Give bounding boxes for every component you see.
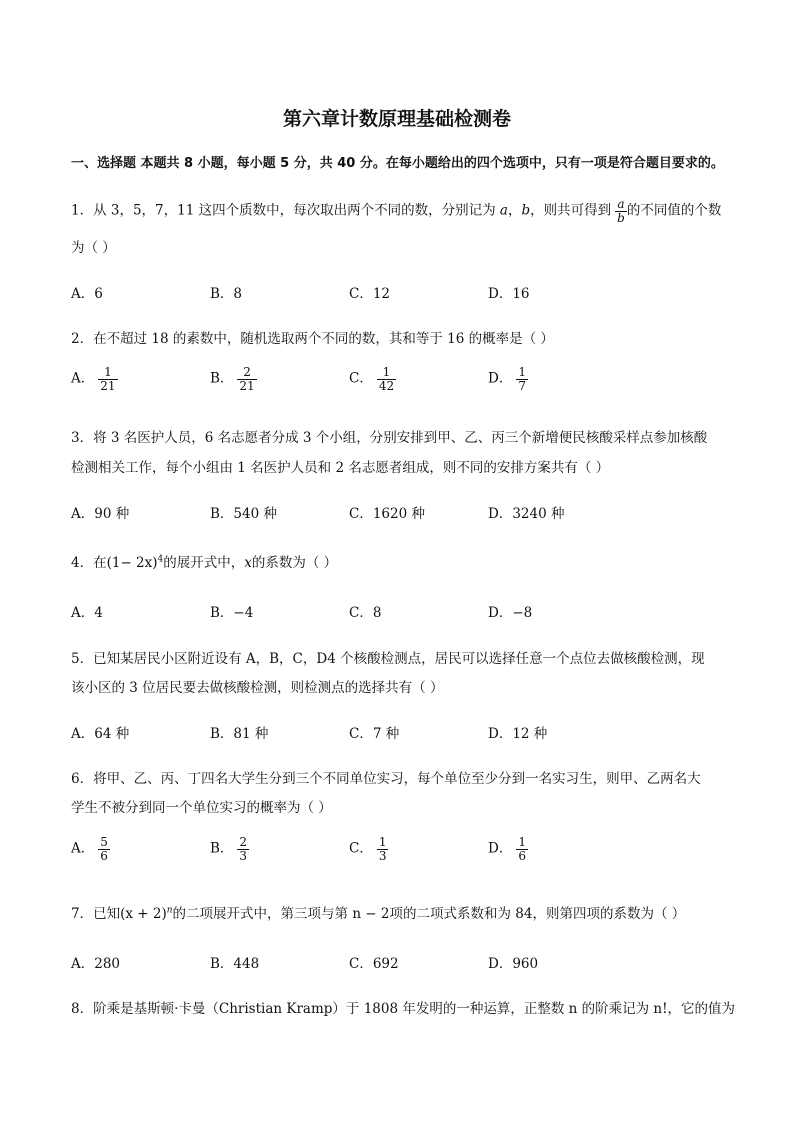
- option-b[interactable]: B．8: [210, 286, 243, 302]
- option-a[interactable]: A．6: [71, 286, 103, 302]
- option-d[interactable]: D． $\frac{1}{7}$: [488, 365, 526, 393]
- option-a[interactable]: A．90 种: [71, 506, 130, 522]
- section-header: 一、选择题 本题共 8 小题，每小题 5 分，共 40 分。在每小题给出的四个选项中，只有一项是符合题目要求的。: [71, 156, 724, 171]
- option-b[interactable]: B．81 种: [210, 726, 269, 742]
- option-c[interactable]: C．12: [349, 286, 391, 302]
- option-c[interactable]: C．1620 种: [349, 506, 425, 522]
- binomial-expression: (x + 2): [120, 906, 167, 922]
- option-a[interactable]: A． $\frac{1}{21}$: [71, 365, 116, 393]
- option-c[interactable]: C． $\frac{1}{3}$: [349, 835, 387, 863]
- question-4: 4．在$(1- 2x)^4$的展开式中，x的系数为（ ）: [71, 554, 338, 571]
- question-2: 2．在不超过 18 的素数中，随机选取两个不同的数，其和等于 16 的概率是（ ）: [71, 331, 554, 347]
- option-d[interactable]: D．12 种: [488, 726, 548, 742]
- question-6-line-1: 6．将甲、乙、丙、丁四名大学生分到三个不同单位实习，每个单位至少分到一名实习生，则甲、乙两名大: [71, 771, 701, 787]
- question-7: 7．已知$(x + 2)^n$的二项展开式中，第三项与第 n − 2项的二项式系数和为 84，则第四项的系数为（ ）: [71, 905, 686, 922]
- option-d[interactable]: D． $\frac{1}{6}$: [488, 835, 526, 863]
- option-c[interactable]: C． $\frac{1}{42}$: [349, 365, 395, 393]
- option-d[interactable]: D．16: [488, 286, 530, 302]
- binomial-expression: (1− 2x): [106, 555, 158, 571]
- option-a[interactable]: A．4: [71, 605, 103, 621]
- option-b[interactable]: B．540 种: [210, 506, 277, 522]
- option-c[interactable]: C．692: [349, 956, 399, 972]
- fraction-a-over-b: $\frac{a}{b}$: [617, 197, 625, 225]
- question-8-line-1: 8．阶乘是基斯顿·卡曼（Christian Kramp）于 1808 年发明的一种运算，正整数 n 的阶乘记为 n!，它的值为: [71, 1001, 736, 1017]
- option-b[interactable]: B．448: [210, 956, 260, 972]
- option-b[interactable]: B． $\frac{2}{3}$: [210, 835, 248, 863]
- option-c[interactable]: C．7 种: [349, 726, 400, 742]
- option-b[interactable]: B． $\frac{2}{21}$: [210, 365, 255, 393]
- question-5-line-1: 5．已知某居民小区附近设有 A，B，C，D4 个核酸检测点，居民可以选择任意一个点位去做核酸检测，现: [71, 651, 705, 667]
- option-c[interactable]: C．8: [349, 605, 382, 621]
- option-a[interactable]: A． $\frac{5}{6}$: [71, 835, 108, 863]
- question-3-line-1: 3．将 3 名医护人员，6 名志愿者分成 3 个小组，分别安排到甲、乙、丙三个新增便民核酸采样点参加核酸: [71, 430, 708, 446]
- option-d[interactable]: D．960: [488, 956, 539, 972]
- option-a[interactable]: A．64 种: [71, 726, 130, 742]
- question-3-line-2: 检测相关工作，每个小组由 1 名医护人员和 2 名志愿者组成，则不同的安排方案共有（ ）: [71, 460, 610, 476]
- option-d[interactable]: D．3240 种: [488, 506, 565, 522]
- question-1-line-1: 1．从 3，5，7，11 这四个质数中，每次取出两个不同的数，分别记为 a，b，则共可得到 $\frac{a}{b}$ 的不同值的个数: [71, 197, 722, 225]
- question-5-line-2: 该小区的 3 位居民要去做核酸检测，则检测点的选择共有（ ）: [71, 680, 444, 696]
- option-a[interactable]: A．280: [71, 956, 121, 972]
- question-6-line-2: 学生不被分到同一个单位实习的概率为（ ）: [71, 800, 332, 816]
- option-d[interactable]: D．−8: [488, 605, 533, 621]
- option-b[interactable]: B．−4: [210, 605, 254, 621]
- question-1-line-2: 为（ ）: [71, 240, 116, 256]
- page-title: 第六章计数原理基础检测卷: [282, 108, 511, 130]
